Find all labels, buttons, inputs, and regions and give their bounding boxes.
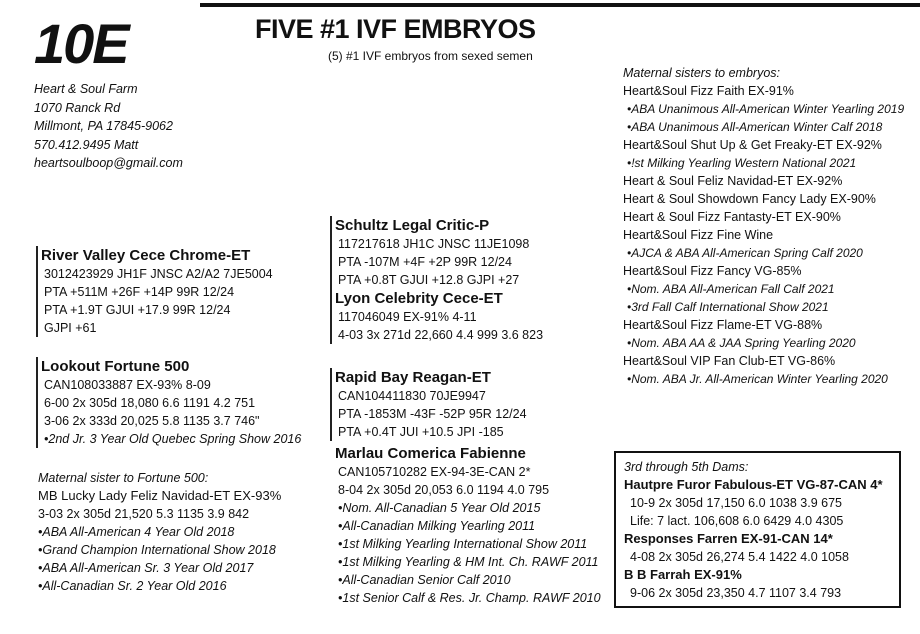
maternal-sister-name: Heart&Soul VIP Fan Club-ET VG-86% [623, 354, 836, 368]
dam-sire-line: PTA +0.4T JUI +10.5 JPI -185 [338, 425, 504, 439]
maternal-sister-name: Heart & Soul Fizz Fantasty-ET EX-90% [623, 210, 841, 224]
maternal-sister-name: Heart & Soul Feliz Navidad-ET EX-92% [623, 174, 843, 188]
sire-dam-lines [335, 308, 543, 344]
consignor-phone: 570.412.9495 Matt [34, 137, 139, 152]
consignor-address2: Millmont, PA 17845-9062 [34, 119, 173, 133]
dam-dam-line: 6-00 2x 305d 18,080 6.6 1191 4.2 751 [44, 396, 256, 410]
ancestor-dam-name: Hautpre Furor Fabulous-ET VG-87-CAN 4* [624, 477, 883, 492]
maternal-sister-name: Heart&Soul Fizz Faith EX-91% [623, 84, 794, 98]
maternal-sister-award: •Nom. ABA All-American Fall Calf 2021 [627, 282, 835, 296]
dam-dam-block [36, 357, 301, 448]
lot-number: 10E [34, 12, 128, 75]
maternal-sister-name: Heart & Soul Showdown Fancy Lady EX-90% [623, 192, 876, 206]
fortune-sister-award: •ABA All-American Sr. 3 Year Old 2017 [38, 561, 254, 575]
consignor-email[interactable]: heartsoulboop@gmail.com [34, 156, 183, 170]
ancestor-dam-name: Responses Farren EX-91-CAN 14* [624, 531, 833, 546]
sire-dam-name: Lyon Celebrity Cece-ET [335, 290, 503, 307]
fortune-sister-award: •All-Canadian Sr. 2 Year Old 2016 [38, 579, 227, 593]
fabienne-line: 8-04 2x 305d 20,053 6.0 1194 4.0 795 [338, 483, 550, 497]
dam-sire-name: Rapid Bay Reagan-ET [335, 369, 491, 386]
maternal-sister-name: Heart&Soul Fizz Fancy VG-85% [623, 264, 802, 278]
fabienne-award: •1st Milking Yearling International Show 2011 [338, 537, 588, 551]
dam-dam-award: •2nd Jr. 3 Year Old Quebec Spring Show 2016 [44, 432, 302, 446]
sire-line: 117217618 JH1C JNSC 11JE1098 [338, 237, 530, 251]
maternal-sister-award: •ABA Unanimous All-American Winter Yearling 2019 [627, 102, 905, 116]
ancestor-dam-name: B B Farrah EX-91% [624, 567, 742, 582]
maternal-sister-award: •ABA Unanimous All-American Winter Calf 2018 [627, 120, 883, 134]
dam-dam-sire-block [330, 444, 601, 607]
maternal-sisters-list [623, 82, 904, 388]
fabienne-award: •All-Canadian Senior Calf 2010 [338, 573, 511, 587]
fortune-sister-award: •ABA All-American 4 Year Old 2018 [38, 525, 235, 539]
dam-dam-lines [41, 376, 301, 448]
ancestor-dam-line: 4-08 2x 305d 26,274 5.4 1422 4.0 1058 [630, 550, 849, 564]
maternal-sister-award: •Nom. ABA AA & JAA Spring Yearling 2020 [627, 336, 856, 350]
ancestor-dam-line: 10-9 2x 305d 17,150 6.0 1038 3.9 675 [630, 496, 842, 510]
ancestor-dams-heading: 3rd through 5th Dams: [624, 460, 749, 474]
sire-block [330, 216, 543, 344]
ancestor-dam-line: 9-06 2x 305d 23,350 4.7 1107 3.4 793 [630, 586, 842, 600]
maternal-sister-award: •3rd Fall Calf International Show 2021 [627, 300, 829, 314]
sire-line: PTA -107M +4F +2P 99R 12/24 [338, 255, 512, 269]
page-subtitle: (5) #1 IVF embryos from sexed semen [328, 49, 533, 63]
dam-name: River Valley Cece Chrome-ET [41, 247, 251, 264]
consignor-address1: 1070 Ranck Rd [34, 100, 121, 115]
fortune-sister-heading: Maternal sister to Fortune 500: [38, 471, 209, 485]
dam-line: PTA +511M +26F +14P 99R 12/24 [44, 285, 235, 299]
fabienne-award: •Nom. All-Canadian 5 Year Old 2015 [338, 501, 541, 515]
fortune-sister-line: 3-03 2x 305d 21,520 5.3 1135 3.9 842 [38, 507, 250, 521]
sire-dam-line: 4-03 3x 271d 22,660 4.4 999 3.6 823 [338, 328, 544, 342]
maternal-sisters-heading: Maternal sisters to embryos: [623, 66, 780, 80]
maternal-sister-name: Heart&Soul Fizz Flame-ET VG-88% [623, 318, 823, 332]
dam-line: PTA +1.9T GJUI +17.9 99R 12/24 [44, 303, 231, 317]
page-title: FIVE #1 IVF EMBRYOS [255, 14, 536, 44]
dam-lines [41, 265, 273, 337]
maternal-sister-award: •Nom. ABA Jr. All-American Winter Yearling 2020 [627, 372, 888, 386]
fabienne-award: •1st Milking Yearling & HM Int. Ch. RAWF 2011 [338, 555, 599, 569]
maternal-sisters-block [623, 64, 904, 388]
ancestor-dams-box [614, 451, 901, 608]
top-rule [200, 3, 920, 7]
maternal-sister-award: •AJCA & ABA All-American Spring Calf 2020 [627, 246, 863, 260]
dam-sire-line: PTA -1853M -43F -52P 95R 12/24 [338, 407, 527, 421]
maternal-sister-name: Heart&Soul Fizz Fine Wine [623, 228, 774, 242]
dam-sire-lines [335, 387, 527, 441]
fabienne-line: CAN105710282 EX-94-3E-CAN 2* [338, 465, 531, 479]
dam-dam-name: Lookout Fortune 500 [41, 358, 190, 375]
dam-sire-line: CAN104411830 70JE9947 [338, 389, 486, 403]
dam-line: GJPI +61 [44, 321, 97, 335]
sire-line: PTA +0.8T GJUI +12.8 GJPI +27 [338, 273, 520, 287]
maternal-sister-name: Heart&Soul Shut Up & Get Freaky-ET EX-92% [623, 138, 882, 152]
fortune-sister-name: MB Lucky Lady Feliz Navidad-ET EX-93% [38, 488, 282, 503]
maternal-sister-award: •!st Milking Yearling Western National 2021 [627, 156, 857, 170]
fortune-sister-block [38, 469, 281, 595]
fortune-sister-award: •Grand Champion International Show 2018 [38, 543, 276, 557]
dam-sire-block [330, 368, 527, 441]
dam-dam-line: CAN108033887 EX-93% 8-09 [44, 378, 211, 392]
fabienne-award: •1st Senior Calf & Res. Jr. Champ. RAWF 2010 [338, 591, 601, 605]
fabienne-name: Marlau Comerica Fabienne [335, 445, 526, 462]
dam-dam-line: 3-06 2x 333d 20,025 5.8 1135 3.7 746" [44, 414, 260, 428]
ancestor-dam-line: Life: 7 lact. 106,608 6.0 6429 4.0 4305 [630, 514, 844, 528]
consignor-info [34, 80, 183, 173]
fabienne-lines [335, 463, 601, 607]
consignor-name: Heart & Soul Farm [34, 82, 138, 96]
dam-block [36, 246, 273, 337]
fabienne-award: •All-Canadian Milking Yearling 2011 [338, 519, 536, 533]
dam-line: 3012423929 JH1F JNSC A2/A2 7JE5004 [44, 267, 273, 281]
sire-lines [335, 235, 543, 289]
sire-dam-line: 117046049 EX-91% 4-11 [338, 310, 477, 324]
sire-name: Schultz Legal Critic-P [335, 217, 490, 234]
